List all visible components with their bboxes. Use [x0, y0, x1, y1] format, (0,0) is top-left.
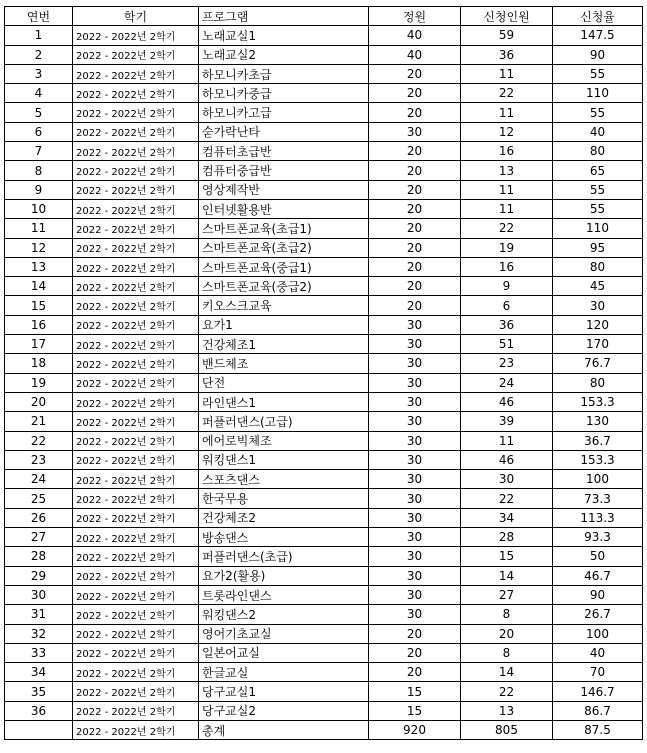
cell-rate: 95	[553, 238, 643, 257]
cell-term: 2022 - 2022년 2학기	[73, 257, 199, 276]
cell-program: 컴퓨터중급반	[199, 161, 369, 180]
cell-no: 25	[5, 489, 73, 508]
cell-rate: 55	[553, 180, 643, 199]
cell-no: 31	[5, 605, 73, 624]
cell-rate: 55	[553, 199, 643, 218]
cell-rate: 40	[553, 122, 643, 141]
cell-rate: 90	[553, 45, 643, 64]
cell-capacity: 15	[369, 682, 461, 701]
cell-program: 요가2(활용)	[199, 566, 369, 585]
table-row	[5, 315, 643, 334]
cell-applicants: 46	[461, 392, 553, 411]
cell-rate: 90	[553, 585, 643, 604]
cell-program: 워킹댄스1	[199, 450, 369, 469]
header-capacity: 정원	[369, 7, 461, 26]
cell-no: 14	[5, 277, 73, 296]
table-row	[5, 296, 643, 315]
table-row	[5, 335, 643, 354]
cell-term: 2022 - 2022년 2학기	[73, 122, 199, 141]
cell-capacity: 20	[369, 161, 461, 180]
cell-rate: 100	[553, 624, 643, 643]
cell-applicants: 11	[461, 64, 553, 83]
cell-rate: 153.3	[553, 450, 643, 469]
total-no	[5, 720, 73, 739]
cell-term: 2022 - 2022년 2학기	[73, 354, 199, 373]
cell-term: 2022 - 2022년 2학기	[73, 64, 199, 83]
cell-program: 스포츠댄스	[199, 470, 369, 489]
table-row	[5, 470, 643, 489]
cell-program: 한글교실	[199, 663, 369, 682]
cell-applicants: 8	[461, 605, 553, 624]
header-rate: 신청율	[553, 7, 643, 26]
cell-no: 16	[5, 315, 73, 334]
cell-term: 2022 - 2022년 2학기	[73, 84, 199, 103]
cell-applicants: 23	[461, 354, 553, 373]
table-row	[5, 663, 643, 682]
cell-capacity: 30	[369, 489, 461, 508]
cell-program: 건강체조1	[199, 335, 369, 354]
table-row	[5, 528, 643, 547]
cell-capacity: 30	[369, 122, 461, 141]
cell-program: 영어기초교실	[199, 624, 369, 643]
cell-term: 2022 - 2022년 2학기	[73, 392, 199, 411]
cell-term: 2022 - 2022년 2학기	[73, 412, 199, 431]
cell-rate: 55	[553, 64, 643, 83]
cell-applicants: 36	[461, 315, 553, 334]
cell-rate: 65	[553, 161, 643, 180]
cell-applicants: 11	[461, 180, 553, 199]
table-row	[5, 450, 643, 469]
cell-capacity: 30	[369, 315, 461, 334]
table-row	[5, 64, 643, 83]
cell-no: 11	[5, 219, 73, 238]
cell-applicants: 39	[461, 412, 553, 431]
cell-capacity: 30	[369, 373, 461, 392]
cell-rate: 76.7	[553, 354, 643, 373]
table-row	[5, 238, 643, 257]
cell-no: 32	[5, 624, 73, 643]
cell-program: 방송댄스	[199, 528, 369, 547]
cell-applicants: 13	[461, 161, 553, 180]
cell-program: 라인댄스1	[199, 392, 369, 411]
cell-program: 스마트폰교육(중급2)	[199, 277, 369, 296]
cell-term: 2022 - 2022년 2학기	[73, 373, 199, 392]
cell-program: 컴퓨터초급반	[199, 142, 369, 161]
cell-program: 워킹댄스2	[199, 605, 369, 624]
cell-term: 2022 - 2022년 2학기	[73, 180, 199, 199]
cell-applicants: 28	[461, 528, 553, 547]
header-row	[5, 7, 643, 26]
cell-program: 키오스크교육	[199, 296, 369, 315]
table-row	[5, 277, 643, 296]
cell-program: 하모니카중급	[199, 84, 369, 103]
cell-term: 2022 - 2022년 2학기	[73, 103, 199, 122]
cell-term: 2022 - 2022년 2학기	[73, 566, 199, 585]
table-row	[5, 45, 643, 64]
cell-no: 27	[5, 528, 73, 547]
cell-no: 10	[5, 199, 73, 218]
cell-rate: 146.7	[553, 682, 643, 701]
cell-no: 23	[5, 450, 73, 469]
cell-no: 13	[5, 257, 73, 276]
table-row	[5, 373, 643, 392]
cell-term: 2022 - 2022년 2학기	[73, 238, 199, 257]
cell-term: 2022 - 2022년 2학기	[73, 585, 199, 604]
cell-no: 8	[5, 161, 73, 180]
cell-capacity: 20	[369, 257, 461, 276]
cell-capacity: 30	[369, 508, 461, 527]
table-row	[5, 199, 643, 218]
table-row	[5, 142, 643, 161]
cell-program: 에어로빅체조	[199, 431, 369, 450]
cell-term: 2022 - 2022년 2학기	[73, 219, 199, 238]
cell-applicants: 15	[461, 547, 553, 566]
cell-capacity: 15	[369, 701, 461, 720]
cell-no: 4	[5, 84, 73, 103]
cell-term: 2022 - 2022년 2학기	[73, 335, 199, 354]
cell-capacity: 20	[369, 219, 461, 238]
cell-applicants: 6	[461, 296, 553, 315]
cell-program: 퍼플러댄스(초급)	[199, 547, 369, 566]
cell-applicants: 16	[461, 142, 553, 161]
cell-no: 29	[5, 566, 73, 585]
program-enrollment-table	[4, 6, 643, 740]
cell-no: 5	[5, 103, 73, 122]
table-row	[5, 547, 643, 566]
total-applicants: 805	[461, 720, 553, 739]
cell-program: 건강체조2	[199, 508, 369, 527]
table-row	[5, 682, 643, 701]
cell-term: 2022 - 2022년 2학기	[73, 663, 199, 682]
cell-term: 2022 - 2022년 2학기	[73, 701, 199, 720]
cell-no: 21	[5, 412, 73, 431]
cell-capacity: 20	[369, 277, 461, 296]
cell-capacity: 30	[369, 470, 461, 489]
cell-capacity: 30	[369, 528, 461, 547]
cell-capacity: 20	[369, 64, 461, 83]
cell-no: 28	[5, 547, 73, 566]
cell-applicants: 13	[461, 701, 553, 720]
cell-no: 18	[5, 354, 73, 373]
cell-applicants: 11	[461, 199, 553, 218]
cell-applicants: 34	[461, 508, 553, 527]
cell-rate: 86.7	[553, 701, 643, 720]
cell-no: 17	[5, 335, 73, 354]
cell-rate: 110	[553, 219, 643, 238]
cell-applicants: 22	[461, 489, 553, 508]
cell-rate: 26.7	[553, 605, 643, 624]
cell-program: 일본어교실	[199, 643, 369, 662]
cell-rate: 113.3	[553, 508, 643, 527]
cell-program: 한국무용	[199, 489, 369, 508]
total-capacity: 920	[369, 720, 461, 739]
cell-no: 34	[5, 663, 73, 682]
header-program: 프로그램	[199, 7, 369, 26]
cell-no: 22	[5, 431, 73, 450]
cell-applicants: 16	[461, 257, 553, 276]
total-label: 총계	[199, 720, 369, 739]
cell-capacity: 30	[369, 431, 461, 450]
table-row	[5, 161, 643, 180]
cell-capacity: 30	[369, 392, 461, 411]
cell-rate: 80	[553, 142, 643, 161]
table-row	[5, 508, 643, 527]
cell-program: 하모니카고급	[199, 103, 369, 122]
cell-applicants: 46	[461, 450, 553, 469]
header-applicants: 신청인원	[461, 7, 553, 26]
cell-program: 단전	[199, 373, 369, 392]
cell-rate: 93.3	[553, 528, 643, 547]
cell-term: 2022 - 2022년 2학기	[73, 45, 199, 64]
table-row	[5, 122, 643, 141]
cell-capacity: 40	[369, 45, 461, 64]
cell-term: 2022 - 2022년 2학기	[73, 315, 199, 334]
cell-capacity: 30	[369, 450, 461, 469]
cell-no: 7	[5, 142, 73, 161]
cell-rate: 45	[553, 277, 643, 296]
table-row	[5, 392, 643, 411]
cell-capacity: 30	[369, 412, 461, 431]
cell-no: 36	[5, 701, 73, 720]
cell-capacity: 20	[369, 663, 461, 682]
table-row	[5, 585, 643, 604]
cell-program: 숟가락난타	[199, 122, 369, 141]
cell-capacity: 20	[369, 643, 461, 662]
cell-applicants: 22	[461, 219, 553, 238]
cell-term: 2022 - 2022년 2학기	[73, 643, 199, 662]
cell-term: 2022 - 2022년 2학기	[73, 142, 199, 161]
table-row	[5, 624, 643, 643]
cell-term: 2022 - 2022년 2학기	[73, 26, 199, 45]
cell-no: 3	[5, 64, 73, 83]
cell-program: 스마트폰교육(중급1)	[199, 257, 369, 276]
table-row	[5, 84, 643, 103]
cell-term: 2022 - 2022년 2학기	[73, 431, 199, 450]
cell-no: 33	[5, 643, 73, 662]
cell-capacity: 30	[369, 354, 461, 373]
cell-term: 2022 - 2022년 2학기	[73, 277, 199, 296]
cell-capacity: 40	[369, 26, 461, 45]
cell-program: 노래교실1	[199, 26, 369, 45]
cell-program: 트롯라인댄스	[199, 585, 369, 604]
cell-rate: 130	[553, 412, 643, 431]
cell-rate: 147.5	[553, 26, 643, 45]
cell-term: 2022 - 2022년 2학기	[73, 528, 199, 547]
cell-capacity: 30	[369, 335, 461, 354]
cell-no: 1	[5, 26, 73, 45]
cell-program: 스마트폰교육(초급1)	[199, 219, 369, 238]
cell-applicants: 8	[461, 643, 553, 662]
table-row	[5, 566, 643, 585]
table-row	[5, 431, 643, 450]
cell-capacity: 30	[369, 605, 461, 624]
total-row	[5, 720, 643, 739]
cell-applicants: 36	[461, 45, 553, 64]
cell-rate: 70	[553, 663, 643, 682]
cell-rate: 30	[553, 296, 643, 315]
cell-program: 인터넷활용반	[199, 199, 369, 218]
cell-rate: 110	[553, 84, 643, 103]
table-row	[5, 219, 643, 238]
cell-term: 2022 - 2022년 2학기	[73, 624, 199, 643]
cell-no: 35	[5, 682, 73, 701]
cell-capacity: 30	[369, 585, 461, 604]
cell-term: 2022 - 2022년 2학기	[73, 470, 199, 489]
cell-program: 당구교실2	[199, 701, 369, 720]
cell-capacity: 20	[369, 142, 461, 161]
cell-rate: 170	[553, 335, 643, 354]
cell-capacity: 20	[369, 199, 461, 218]
table-body	[5, 26, 643, 721]
cell-applicants: 14	[461, 566, 553, 585]
table-row	[5, 180, 643, 199]
table-row	[5, 26, 643, 45]
cell-term: 2022 - 2022년 2학기	[73, 450, 199, 469]
cell-no: 26	[5, 508, 73, 527]
cell-applicants: 12	[461, 122, 553, 141]
cell-program: 영상제작반	[199, 180, 369, 199]
cell-no: 30	[5, 585, 73, 604]
cell-capacity: 20	[369, 238, 461, 257]
cell-term: 2022 - 2022년 2학기	[73, 547, 199, 566]
total-term: 2022 - 2022년 2학기	[73, 720, 199, 739]
cell-capacity: 20	[369, 296, 461, 315]
cell-no: 24	[5, 470, 73, 489]
cell-capacity: 20	[369, 180, 461, 199]
cell-program: 밴드체조	[199, 354, 369, 373]
cell-term: 2022 - 2022년 2학기	[73, 489, 199, 508]
cell-term: 2022 - 2022년 2학기	[73, 682, 199, 701]
table-row	[5, 643, 643, 662]
cell-applicants: 22	[461, 84, 553, 103]
cell-no: 19	[5, 373, 73, 392]
cell-applicants: 11	[461, 431, 553, 450]
cell-applicants: 14	[461, 663, 553, 682]
cell-applicants: 27	[461, 585, 553, 604]
cell-rate: 100	[553, 470, 643, 489]
cell-applicants: 20	[461, 624, 553, 643]
cell-term: 2022 - 2022년 2학기	[73, 199, 199, 218]
cell-no: 9	[5, 180, 73, 199]
cell-rate: 36.7	[553, 431, 643, 450]
table-row	[5, 103, 643, 122]
cell-applicants: 22	[461, 682, 553, 701]
cell-applicants: 11	[461, 103, 553, 122]
cell-program: 퍼플러댄스(고급)	[199, 412, 369, 431]
cell-rate: 120	[553, 315, 643, 334]
cell-program: 요가1	[199, 315, 369, 334]
cell-term: 2022 - 2022년 2학기	[73, 296, 199, 315]
cell-program: 하모니카초급	[199, 64, 369, 83]
cell-program: 노래교실2	[199, 45, 369, 64]
table-row	[5, 605, 643, 624]
cell-no: 6	[5, 122, 73, 141]
cell-rate: 55	[553, 103, 643, 122]
table-row	[5, 701, 643, 720]
table-row	[5, 412, 643, 431]
header-term: 학기	[73, 7, 199, 26]
cell-term: 2022 - 2022년 2학기	[73, 508, 199, 527]
cell-rate: 80	[553, 257, 643, 276]
cell-rate: 40	[553, 643, 643, 662]
table-row	[5, 257, 643, 276]
cell-no: 15	[5, 296, 73, 315]
cell-no: 12	[5, 238, 73, 257]
cell-rate: 50	[553, 547, 643, 566]
header-no: 연번	[5, 7, 73, 26]
cell-rate: 73.3	[553, 489, 643, 508]
cell-term: 2022 - 2022년 2학기	[73, 605, 199, 624]
cell-term: 2022 - 2022년 2학기	[73, 161, 199, 180]
cell-rate: 46.7	[553, 566, 643, 585]
cell-applicants: 19	[461, 238, 553, 257]
cell-program: 스마트폰교육(초급2)	[199, 238, 369, 257]
cell-rate: 80	[553, 373, 643, 392]
cell-applicants: 51	[461, 335, 553, 354]
table-row	[5, 489, 643, 508]
cell-applicants: 59	[461, 26, 553, 45]
cell-applicants: 30	[461, 470, 553, 489]
cell-capacity: 20	[369, 103, 461, 122]
cell-program: 당구교실1	[199, 682, 369, 701]
table-row	[5, 354, 643, 373]
cell-no: 2	[5, 45, 73, 64]
cell-rate: 153.3	[553, 392, 643, 411]
cell-applicants: 24	[461, 373, 553, 392]
cell-capacity: 30	[369, 566, 461, 585]
cell-no: 20	[5, 392, 73, 411]
cell-capacity: 20	[369, 624, 461, 643]
cell-capacity: 20	[369, 84, 461, 103]
cell-applicants: 9	[461, 277, 553, 296]
cell-capacity: 30	[369, 547, 461, 566]
total-rate: 87.5	[553, 720, 643, 739]
